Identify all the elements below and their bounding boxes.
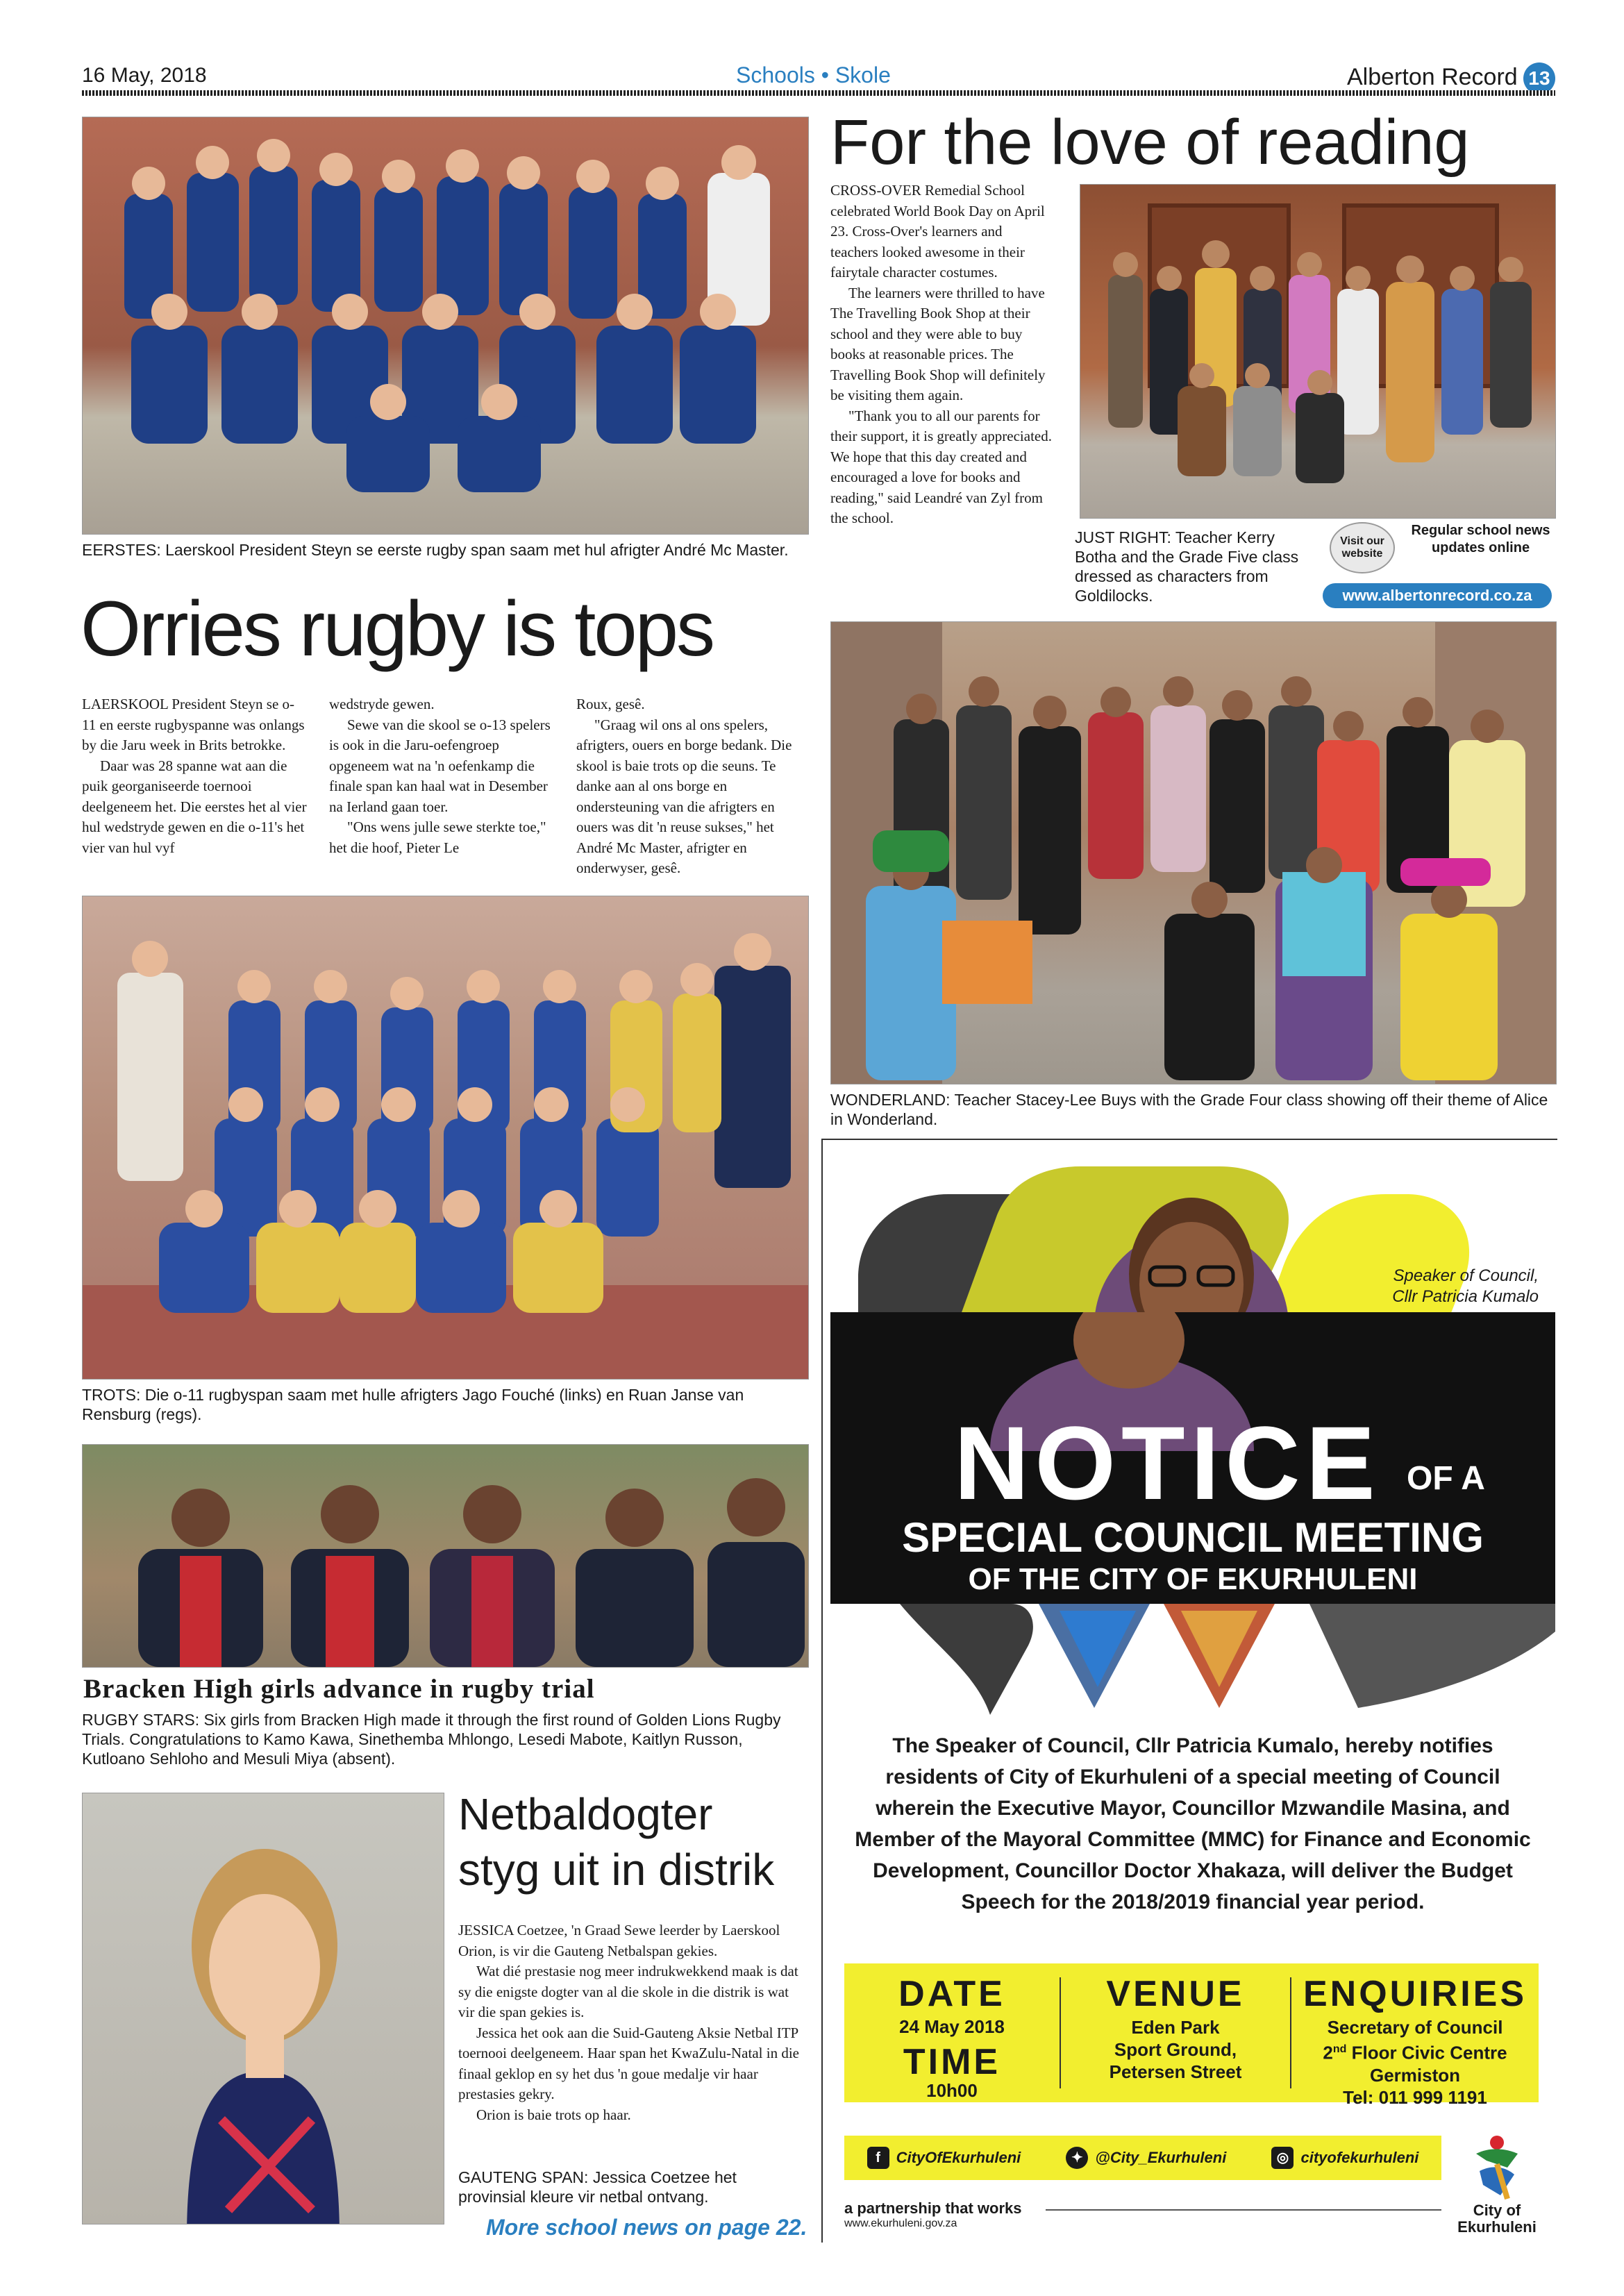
rugby-u11-team-caption: TROTS: Die o-11 rugbyspan saam met hulle afrigters Jago Fouché (links) en Ruan Janse van Rensburg (regs). [82,1386,744,1423]
bracken-headline: Bracken High girls advance in rugby trial [83,1674,595,1704]
notice-body: The Speaker of Council, Cllr Patricia Kumalo, hereby notifies residents of City of Ekurhuleni of a special meeting of Council wherein the Executive Mayor, Councillor Mzwandile Masina, and Member of the Mayoral Committee (MMC) for Finance and Economic Development, Councillor Doctor Xhakaza, will deliver the Budget Speech for the 2018/2019 financial year period. [855,1734,1531,1913]
enquiries-line: Tel: 011 999 1191 [1343,2086,1487,2108]
section-title: Schools • Skole [736,62,891,87]
meeting-details-box [844,1963,1539,2108]
paragraph: The learners were thrilled to have The Travelling Book Shop at their school and they were able to buy books at reasonable prices. The Travelling Book Shop will definitely be visiting them again. [830,284,1046,403]
paragraph: LAERSKOOL President Steyn se o-11 en eerste rugbyspanne was onlangs by die Jaru week in Brits betrokke. [82,696,305,753]
twitter-handle: @City_Ekurhuleni [1095,2149,1227,2166]
facebook-icon: f [867,2147,889,2169]
notice-line-2: SPECIAL COUNCIL MEETING [902,1514,1484,1561]
instagram-link[interactable] [1271,2147,1418,2169]
enquiries-line [1291,2038,1539,2064]
netball-headline-line-2: styg uit in distrik [458,1845,775,1895]
speaker-label-line-1: Speaker of Council, [1393,1266,1539,1285]
date-label: DATE [898,1974,1005,2014]
paragraph: JESSICA Coetzee, 'n Graad Sewe leerder by Laerskool Orion, is vir die Gauteng Netbalspan gekies. [458,1922,780,1959]
notice-divider [821,1139,1557,1140]
rugby-body-column-1 [82,694,308,858]
paragraph: Roux, gesê. [576,696,645,712]
enquiries-floor-number: 2 [1323,2042,1333,2063]
more-news-link[interactable]: More school news on page 22. [486,2215,807,2240]
notice-left-divider [821,1139,823,2243]
school-news-online-text: Regular school news updates online [1411,523,1550,555]
bracken-caption: RUGBY STARS: Six girls from Bracken High made it through the first round of Golden Lions Rugby Trials. Congratulations to Kamo Kawa, Sinethemba Mhlongo, Lesedi Mabote, Kaitlyn Russon, Kutloano Sehloho and Mesuli Miya (absent). [82,1711,781,1768]
special-council-notice-ad [830,1153,1555,2243]
enquiries-label: ENQUIRIES [1303,1974,1527,2014]
enquiries-line: Secretary of Council [1327,2017,1503,2038]
twitter-link[interactable] [1066,2147,1226,2169]
notice-title: NOTICE [954,1405,1381,1521]
notice-photo-strip [830,1604,1555,1715]
city-website[interactable]: www.ekurhuleni.gov.za [844,2218,957,2229]
paragraph: Daar was 28 spanne wat aan die puik georganiseerde toernooi deelgeneem het. Die eerstes het al vier hul wedstryde gewen en die o-11's het vier van hul vyf [82,757,307,856]
instagram-icon: ◎ [1271,2147,1294,2169]
paragraph: Wat dié prestasie nog meer indrukwekkend maak is dat sy die enigste dogter van al die skole in die distrik is wat vir die span gekies is. [458,1963,798,2020]
paragraph: Sewe van die skool se o-13 spelers is ook in die Jaru-oefengroep opgeneem wat na 'n oefenkamp die finale span kan haal wat in Desember na Ierland gaan toer. [329,716,551,815]
rugby-u11-team-photo [82,896,809,1380]
paragraph: "Thank you to all our parents for their support, it is greatly appreciated. We hope that this day created and encouraged a love for books and reading," said Leandré van Zyl from the school. [830,407,1052,526]
enquiries-floor-suffix: nd [1332,2043,1347,2055]
speaker-label-line-2: Cllr Patricia Kumalo [1392,1287,1539,1306]
rugby-headline: Orries rugby is tops [81,585,713,672]
date-value: 24 May 2018 [899,2016,1005,2037]
notice-of-a: OF A [1407,1460,1485,1497]
notice-line-3: OF THE CITY OF EKURHULENI [968,1562,1418,1596]
netball-body [458,1920,805,2125]
paragraph: "Ons wens julle sewe sterkte toe," het die hoof, Pieter Le [329,819,546,856]
enquiries-line: Germiston [1369,2064,1461,2086]
partnership-tagline: a partnership that works [844,2199,1022,2217]
wonderland-caption: WONDERLAND: Teacher Stacey-Lee Buys with the Grade Four class showing off their theme of Alice in Wonderland. [830,1091,1548,1128]
visit-website-badge [1330,522,1395,573]
page-number-badge: 13 [1523,62,1555,94]
visit-website-label: Visit our website [1340,535,1384,560]
rugby-first-team-caption: EERSTES: Laerskool President Steyn se eerste rugby span saam met hul afrigter André Mc Master. [82,541,789,559]
logo-text-line-2: Ekurhuleni [1457,2218,1537,2236]
goldilocks-caption: JUST RIGHT: Teacher Kerry Botha and the Grade Five class dressed as characters from Goldilocks. [1075,528,1299,605]
paragraph: CROSS-OVER Remedial School celebrated World Book Day on April 23. Cross-Over's learners and teachers looked awesome in their fairytale character costumes. [830,182,1045,280]
footer-rule [1046,2209,1441,2211]
time-value: 10h00 [926,2080,978,2101]
enquiries-lines [1291,2016,1539,2109]
facebook-handle: CityOfEkurhuleni [896,2149,1021,2166]
venue-lines [1061,2016,1290,2083]
enquiries-floor-text: Floor Civic Centre [1351,2042,1507,2063]
issue-date: 16 May, 2018 [82,64,207,87]
time-label: TIME [903,2042,1001,2082]
netball-headline-line-1: Netbaldogter [458,1789,713,1839]
header-rule [82,90,1555,96]
facebook-link[interactable] [867,2147,1021,2169]
website-promo[interactable] [1323,522,1559,612]
wonderland-class-photo [830,621,1557,1084]
paragraph: "Graag wil ons al ons spelers, afrigters, ouers en borge bedank. Die skool is baie trots op die seuns. Te danke aan al ons borge en ondersteuning van die afrigters en ouers was dit 'n reuse sukses," het André Mc Master, afrigter en onderwyser, gesê. [576,716,792,876]
rugby-body-column-3 [576,694,805,879]
paragraph: Orion is baie trots op haar. [476,2106,631,2123]
reading-body [830,181,1053,529]
logo-text-line-1: City of [1473,2202,1521,2219]
twitter-icon: ✦ [1066,2147,1088,2169]
rugby-first-team-photo [82,117,809,535]
reading-headline: For the love of reading [830,107,1470,178]
rugby-body-column-2 [329,694,555,858]
venue-line: Eden Park [1131,2017,1220,2038]
paragraph: Jessica het ook aan die Suid-Gauteng Aksie Netbal ITP toernooi deelgeneem. Haar span het KwaZulu-Natal in die finaal geklop en sy het dus 'n goue medalje vir haar prestasies gekry. [458,2024,799,2102]
instagram-handle: cityofekurhuleni [1300,2149,1419,2166]
netball-caption: GAUTENG SPAN: Jessica Coetzee het provinsial kleure vir netbal ontvang. [458,2168,737,2206]
newspaper-name: Alberton Record [1347,64,1518,90]
ekurhuleni-logo-icon [1459,2133,1535,2202]
website-url-button[interactable]: www.albertonrecord.co.za [1323,583,1552,608]
jessica-coetzee-photo [82,1793,444,2224]
venue-label: VENUE [1106,1974,1245,2014]
venue-line: Sport Ground, [1114,2039,1237,2060]
paragraph: wedstryde gewen. [329,696,435,712]
goldilocks-class-photo [1080,184,1556,519]
social-media-strip [844,2136,1441,2180]
bracken-girls-photo [82,1444,809,1668]
venue-line: Petersen Street [1109,2061,1242,2082]
